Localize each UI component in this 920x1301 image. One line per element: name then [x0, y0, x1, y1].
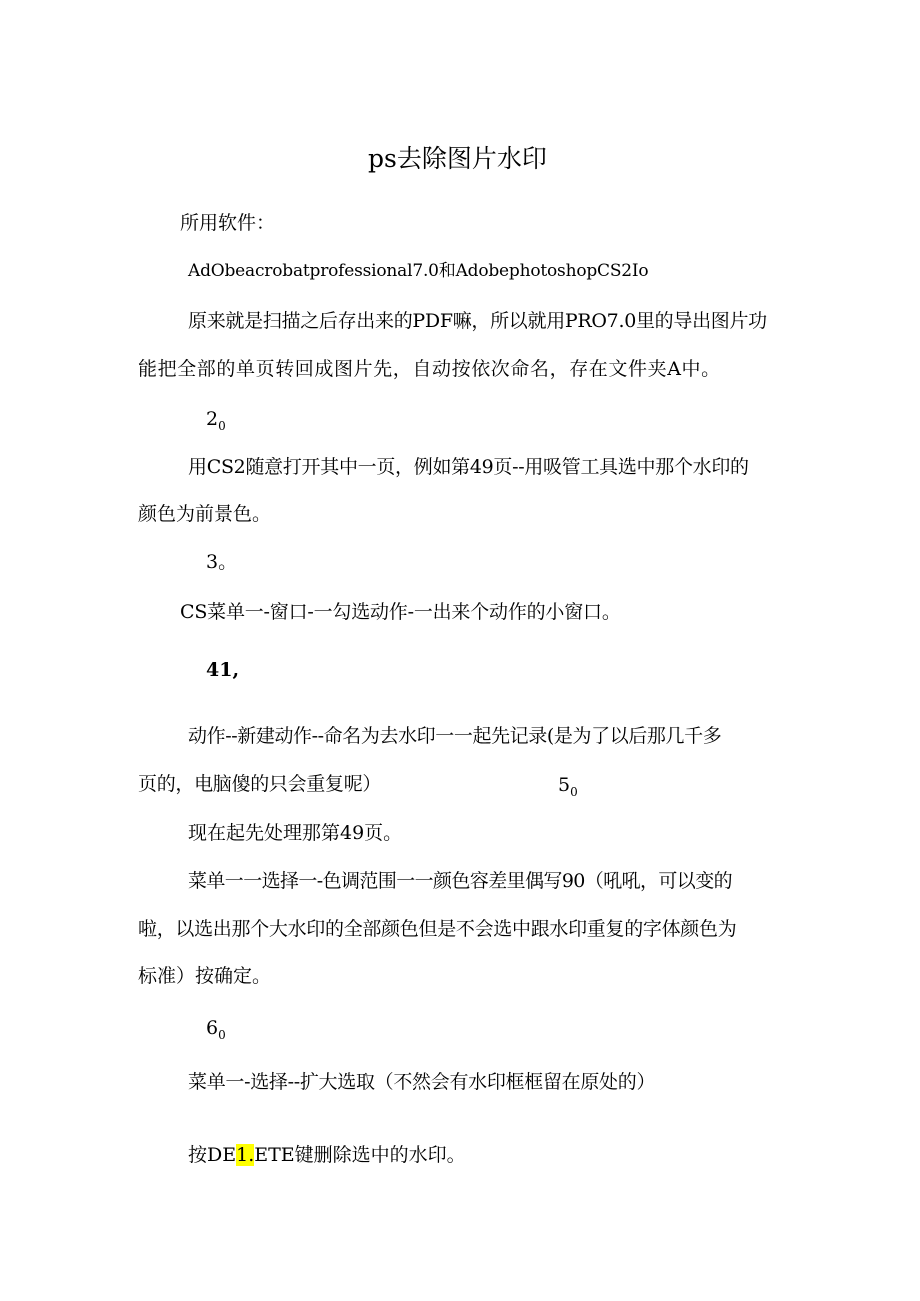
software-names: AdObeacrobatprofessional7.0和AdobephotoshopCS2Io — [188, 261, 649, 281]
step5-line2: 菜单一一选择一-色调范围一一颜色容差里偶写90（吼吼，可以变的 — [188, 870, 732, 892]
step2-line1: 用CS2随意打开其中一页，例如第49页--用吸管工具选中那个水印的 — [188, 456, 749, 478]
step3-line1: CS菜单一-窗口-一勾选动作-一出来个动作的小窗口。 — [180, 601, 621, 623]
step-number-5: $5_0$ — [558, 774, 578, 799]
step-number-3: 3。 — [206, 551, 238, 573]
step1-line1: 原来就是扫描之后存出来的PDF嘛，所以就用PRO7.0里的导出图片功 — [188, 310, 767, 332]
step4-line1: 动作--新建动作--命名为去水印一一起先记录(是为了以后那几千多 — [188, 725, 722, 747]
software-label: 所用软件： — [180, 212, 276, 234]
step5-line3: 啦，以选出那个大水印的全部颜色但是不会选中跟水印重复的字体颜色为 — [138, 918, 737, 940]
step1-line2: 能把全部的单页转回成图片先，自动按依次命名，存在文件夹A中。 — [138, 358, 721, 380]
step-number-6: $6_0$ — [206, 1017, 226, 1042]
step-number-4: 41, — [206, 659, 240, 681]
step5-line4: 标准）按确定。 — [138, 965, 272, 987]
step4-line2: 页的，电脑傻的只会重复呢） — [138, 773, 382, 795]
step6-line1: 菜单一-选择--扩大选取（不然会有水印框框留在原处的） — [188, 1071, 656, 1093]
step5-line1: 现在起先处理那第49页。 — [188, 822, 403, 844]
step-number-2: $2_0$ — [206, 408, 226, 433]
document-title: ps去除图片水印 — [368, 144, 547, 173]
step2-line2: 颜色为前景色。 — [138, 503, 272, 525]
highlighted-text: 1. — [236, 1144, 255, 1166]
step6-line2: 按DE1.ETE键删除选中的水印。 — [188, 1144, 466, 1166]
